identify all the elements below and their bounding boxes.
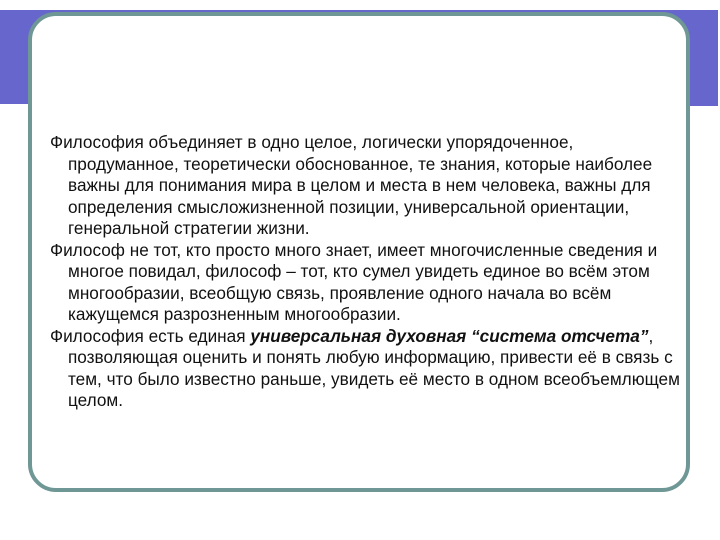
paragraph-reference-system	[50, 326, 682, 412]
paragraph-emphasis: универсальная духовная “система отсчета”	[250, 325, 649, 346]
paragraph-philosophy-unifies	[50, 132, 682, 240]
paragraph-text-before: Философия есть единая	[50, 325, 251, 346]
paragraph-philosopher-definition	[50, 240, 682, 326]
paragraph-text: Философ не тот, кто просто много знает, имеет многочисленные сведения и многое повидал, философ – тот, кто сумел увидеть единое во всём этом многообразии, всеобщую связь, проявление одного начала во всём кажущемся разрозненным многообразии.	[50, 239, 658, 324]
slide-body	[50, 132, 682, 412]
paragraph-text-after: , позволяющая оценить и понять любую информацию, привести её в связь с тем, что было известно раньше, увидеть её место в одном всеобъемлющем целом.	[68, 325, 680, 410]
paragraph-text: Философия объединяет в одно целое, логически упорядоченное, продуманное, теоретически обоснованное, те знания, которые наиболее важны для понимания мира в целом и места в нем человека, важны для определения смысложизненной позиции, универсальной ориентации, генеральной стратегии жизни.	[50, 132, 653, 238]
